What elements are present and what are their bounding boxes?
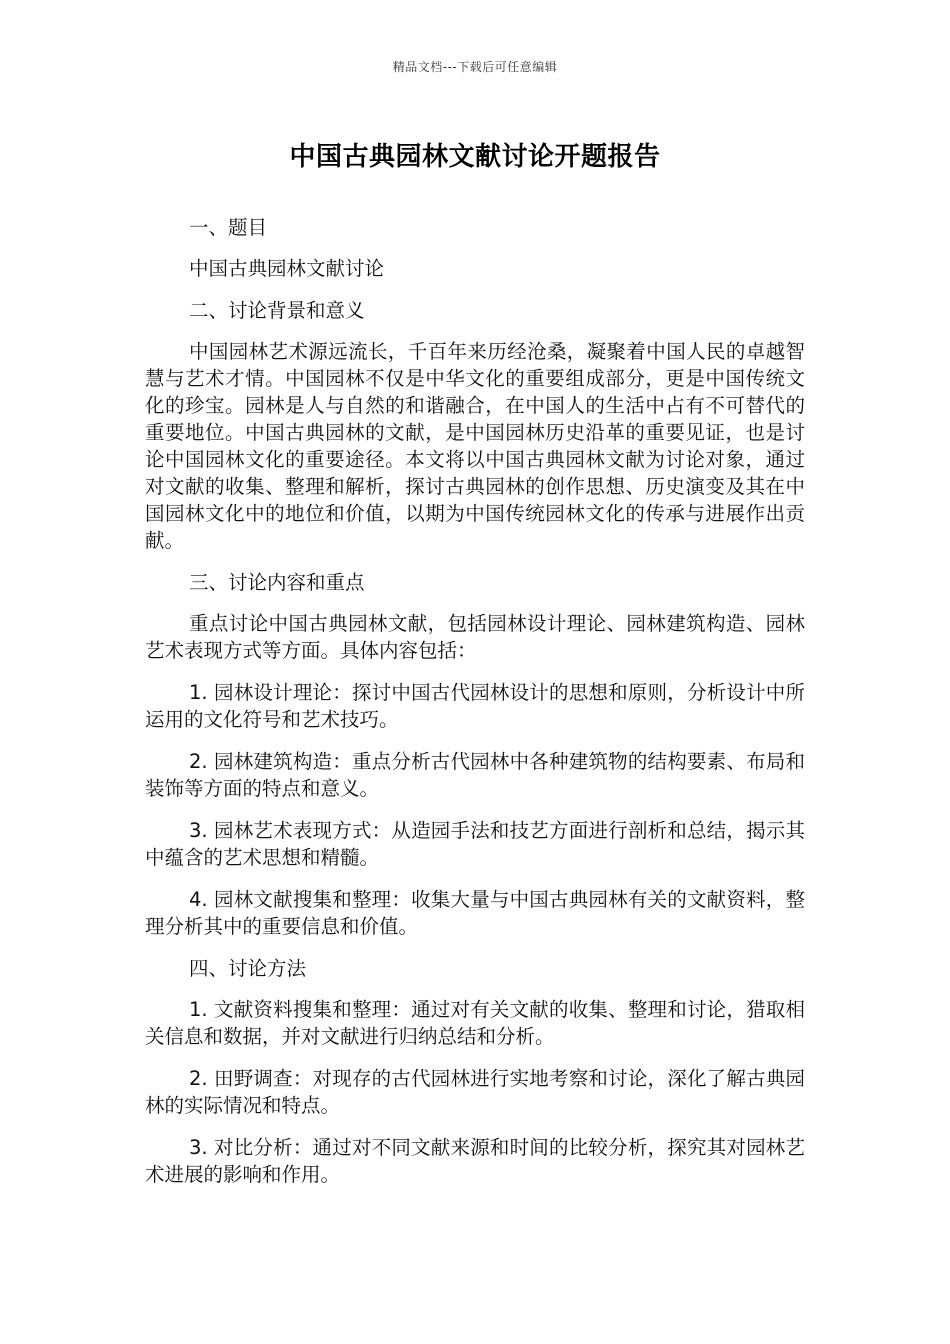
document-body: [145, 214, 805, 1203]
content-item: 1. 园林设计理论：探讨中国古代园林设计的思想和原则，分析设计中所运用的文化符号和艺术技巧。: [145, 681, 805, 731]
method-item: 1. 文献资料搜集和整理：通过对有关文献的收集、整理和讨论，猎取相关信息和数据，并对文献进行归纳总结和分析。: [145, 998, 805, 1048]
content-item: 2. 园林建筑构造：重点分析古代园林中各种建筑物的结构要素、布局和装饰等方面的特点和意义。: [145, 750, 805, 800]
section-heading-content: 三、讨论内容和重点: [189, 571, 365, 594]
method-item: 2. 田野调查：对现存的古代园林进行实地考察和讨论，深化了解古典园林的实际情况和特点。: [145, 1067, 805, 1117]
background-paragraph: 中国园林艺术源远流长，千百年来历经沧桑，凝聚着中国人民的卓越智慧与艺术才情。中国园林不仅是中华文化的重要组成部分，更是中国传统文化的珍宝。园林是人与自然的和谐融合，在中国人的生活中占有不可替代的重要地位。中国古典园林的文献，是中国园林历史沿革的重要见证，也是讨论中国园林文化的重要途径。本文将以中国古典园林文献为讨论对象，通过对文献的收集、整理和解析，探讨古典园林的创作思想、历史演变及其在中国园林文化中的地位和价值，以期为中国传统园林文化的传承与进展作出贡献。: [145, 340, 805, 552]
section-heading-topic: 一、题目: [189, 216, 268, 239]
method-item: 3. 对比分析：通过对不同文献来源和时间的比较分析，探究其对园林艺术进展的影响和作用。: [145, 1136, 805, 1186]
topic-text: 中国古典园林文献讨论: [189, 257, 385, 280]
header-note: 精品文档---下载后可任意编辑: [392, 60, 558, 74]
section-heading-background: 二、讨论背景和意义: [189, 299, 365, 322]
content-item: 4. 园林文献搜集和整理：收集大量与中国古典园林有关的文献资料，整理分析其中的重要信息和价值。: [145, 888, 805, 938]
content-item: 3. 园林艺术表现方式：从造园手法和技艺方面进行剖析和总结，揭示其中蕴含的艺术思想和精髓。: [145, 819, 805, 869]
content-intro-paragraph: 重点讨论中国古典园林文献，包括园林设计理论、园林建筑构造、园林艺术表现方式等方面。具体内容包括：: [145, 612, 805, 662]
document-title: 中国古典园林文献讨论开题报告: [289, 142, 661, 172]
section-heading-method: 四、讨论方法: [189, 957, 307, 980]
